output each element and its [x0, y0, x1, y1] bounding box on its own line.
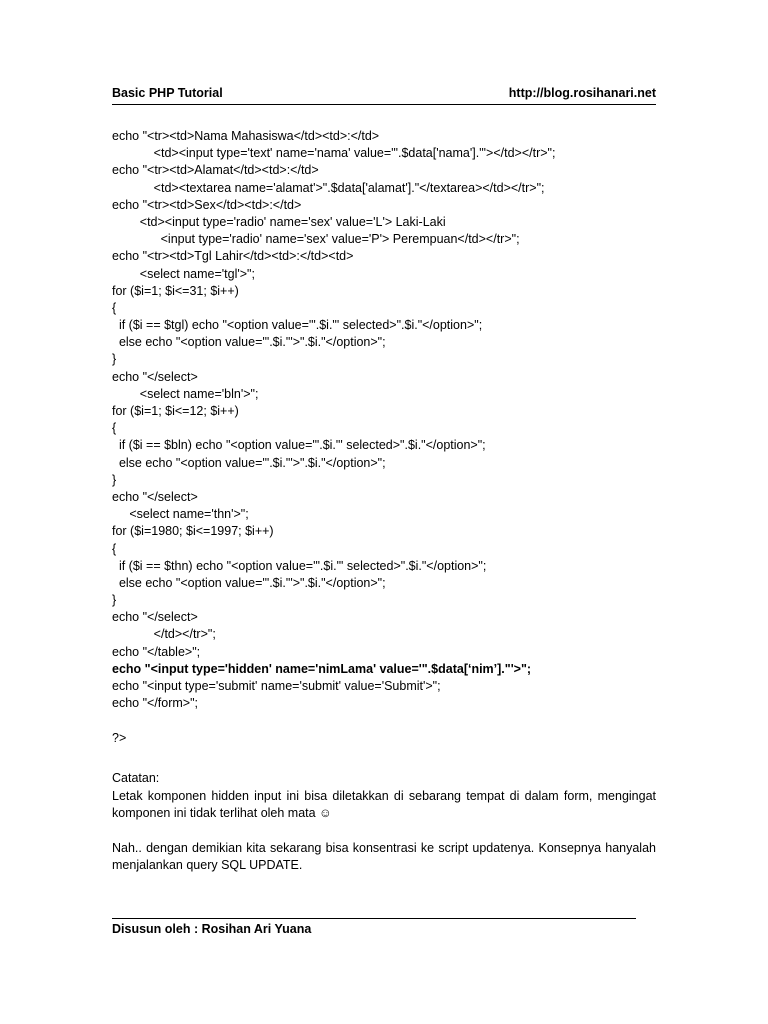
code-line: <select name='tgl'>"; — [112, 266, 255, 281]
code-line: <input type='radio' name='sex' value='P'> Perempuan</td></tr>"; — [112, 232, 520, 247]
code-line: <select name='thn'>"; — [112, 507, 249, 522]
code-line: echo "<tr><td>Alamat</td><td>:</td> — [112, 163, 319, 178]
notes-section — [112, 770, 656, 875]
code-line: for ($i=1; $i<=31; $i++) — [112, 283, 239, 298]
code-line: } — [112, 472, 117, 487]
code-line: if ($i == $thn) echo "<option value='".$i."' selected>".$i."</option>"; — [112, 558, 487, 573]
code-line: for ($i=1; $i<=12; $i++) — [112, 404, 239, 418]
notes-paragraph-hidden-input: Letak komponen hidden input ini bisa diletakkan di sebarang tempat di dalam form, mengingat komponen ini tidak terlihat oleh mata ☺ — [112, 788, 656, 820]
code-line: echo "<input type='hidden' name='nimLama' value='".$data[‘nim’]."'>"; — [112, 661, 532, 676]
code-line: else echo "<option value='".$i."'>".$i."</option>"; — [112, 575, 386, 590]
code-line: echo "</select> — [112, 369, 198, 384]
code-line: if ($i == $tgl) echo "<option value='".$i."' selected>".$i."</option>"; — [112, 318, 483, 333]
code-line: <td><input type='text' name='nama' value='".$data['nama']."'></td></tr>"; — [112, 146, 556, 161]
code-line: <td><textarea name='alamat'>".$data['alamat']."</textarea></td></tr>"; — [112, 180, 545, 195]
code-line: echo "</table>"; — [112, 644, 201, 659]
code-line: } — [112, 352, 117, 367]
code-line: echo "<input type='submit' name='submit' value='Submit'>"; — [112, 679, 441, 693]
code-line: <select name='bln'>"; — [112, 386, 259, 401]
code-line: echo "<tr><td>Sex</td><td>:</td> — [112, 197, 302, 212]
code-line: { — [112, 300, 117, 315]
code-line: echo "</form>"; — [112, 696, 198, 711]
code-line: } — [112, 593, 117, 608]
code-line: ?> — [112, 730, 127, 745]
code-line: echo "<tr><td>Tgl Lahir</td><td>:</td><td> — [112, 249, 354, 264]
notes-heading: Catatan: — [112, 771, 160, 785]
code-line: for ($i=1980; $i<=1997; $i++) — [112, 524, 274, 539]
code-line: </td></tr>"; — [112, 627, 216, 642]
code-listing — [112, 128, 656, 747]
blog-url: http://blog.rosihanari.net — [508, 86, 656, 100]
code-line: else echo "<option value='".$i."'>".$i."</option>"; — [112, 455, 386, 470]
code-line: else echo "<option value='".$i."'>".$i."</option>"; — [112, 335, 386, 350]
code-line: if ($i == $bln) echo "<option value='".$i."' selected>".$i."</option>"; — [112, 438, 486, 453]
page-header — [112, 86, 656, 105]
code-line: echo "</select> — [112, 610, 198, 625]
code-line: <td><input type='radio' name='sex' value='L'> Laki-Laki — [112, 214, 446, 229]
notes-paragraph-update: Nah.. dengan demikian kita sekarang bisa konsentrasi ke script updatenya. Konsepnya hanyalah menjalankan query SQL UPDATE. — [112, 840, 656, 872]
code-line: { — [112, 421, 117, 436]
code-line — [112, 712, 656, 729]
code-line: echo "<tr><td>Nama Mahasiswa</td><td>:</td> — [112, 129, 380, 143]
footer-author: Disusun oleh : Rosihan Ari Yuana — [112, 922, 312, 936]
footer-divider — [112, 918, 636, 919]
code-line: echo "</select> — [112, 489, 198, 504]
document-title: Basic PHP Tutorial — [112, 86, 223, 100]
code-line: { — [112, 541, 117, 556]
